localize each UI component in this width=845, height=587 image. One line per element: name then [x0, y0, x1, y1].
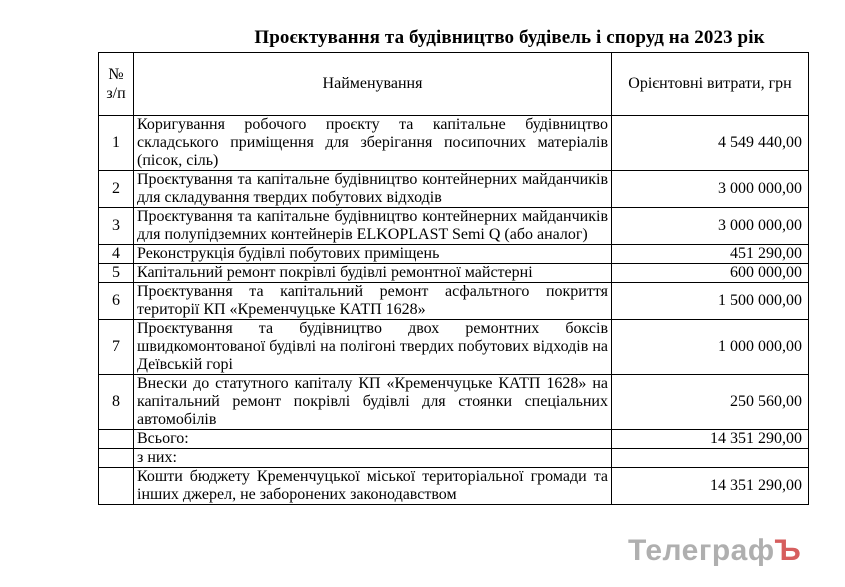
row-num: 1: [99, 116, 134, 171]
page-title-text: Проєктування та будівництво будівель і споруд на 2023 рік: [254, 27, 765, 48]
total-row: [99, 430, 809, 449]
of-which-num-cell: [99, 449, 134, 468]
row-name: Коригування робочого проєкту та капітальне будівництво складського приміщення для зберігання посипочних матеріалів (пісок, сіль): [134, 116, 612, 171]
total-label: Всього:: [134, 430, 612, 449]
row-name: Проєктування та капітальне будівництво контейнерних майданчиків для складування твердих побутових відходів: [134, 171, 612, 208]
budget-row: [99, 468, 809, 505]
row-name: Проєктування та капітальний ремонт асфальтного покриття території КП «Кременчуцьке КАТП 1628»: [134, 283, 612, 320]
watermark-mark: Ъ: [774, 534, 802, 567]
total-amount: 14 351 290,00: [612, 430, 809, 449]
row-amount: 1 000 000,00: [612, 320, 809, 375]
total-num-cell: [99, 430, 134, 449]
table-row: [99, 264, 809, 283]
row-num: 2: [99, 171, 134, 208]
budget-label: Кошти бюджету Кременчуцької міської територіальної громади та інших джерел, не заборонених законодавством: [134, 468, 612, 505]
row-amount: 3 000 000,00: [612, 171, 809, 208]
table-row: [99, 375, 809, 430]
header-num: № з/п: [99, 53, 134, 116]
row-num: 5: [99, 264, 134, 283]
row-num: 7: [99, 320, 134, 375]
row-amount: 250 560,00: [612, 375, 809, 430]
row-name: Внески до статутного капіталу КП «Кременчуцьке КАТП 1628» на капітальний ремонт покрівлі будівлі для стоянки спеціальних автомобілів: [134, 375, 612, 430]
header-amount: Орієнтовні витрати, грн: [612, 53, 809, 116]
budget-num-cell: [99, 468, 134, 505]
row-num: 8: [99, 375, 134, 430]
of-which-label: з них:: [134, 449, 612, 468]
budget-table: [98, 52, 809, 505]
table-row: [99, 171, 809, 208]
row-name: Капітальний ремонт покрівлі будівлі ремонтної майстерні: [134, 264, 612, 283]
table-row: [99, 116, 809, 171]
table-row: [99, 245, 809, 264]
row-name: Проєктування та капітальне будівництво контейнерних майданчиків для полупідземних контейнерів ELKOPLAST Semi Q (або аналог): [134, 208, 612, 245]
budget-amount: 14 351 290,00: [612, 468, 809, 505]
watermark-text: Телеграф: [628, 534, 775, 567]
of-which-row: [99, 449, 809, 468]
row-num: 3: [99, 208, 134, 245]
row-num: 4: [99, 245, 134, 264]
row-amount: 1 500 000,00: [612, 283, 809, 320]
row-amount: 4 549 440,00: [612, 116, 809, 171]
row-amount: 3 000 000,00: [612, 208, 809, 245]
of-which-amount-cell: [612, 449, 809, 468]
row-amount: 600 000,00: [612, 264, 809, 283]
header-name: Найменування: [134, 53, 612, 116]
row-name: Реконструкція будівлі побутових приміщень: [134, 245, 612, 264]
table-row: [99, 283, 809, 320]
row-amount: 451 290,00: [612, 245, 809, 264]
page-title: [0, 27, 845, 49]
row-num: 6: [99, 283, 134, 320]
table-row: [99, 320, 809, 375]
row-name: Проєктування та будівництво двох ремонтних боксів швидкомонтованої будівлі на полігоні твердих побутових відходів на Деївській горі: [134, 320, 612, 375]
table-row: [99, 208, 809, 245]
watermark-logo: [628, 534, 801, 568]
table-header-row: [99, 53, 809, 116]
